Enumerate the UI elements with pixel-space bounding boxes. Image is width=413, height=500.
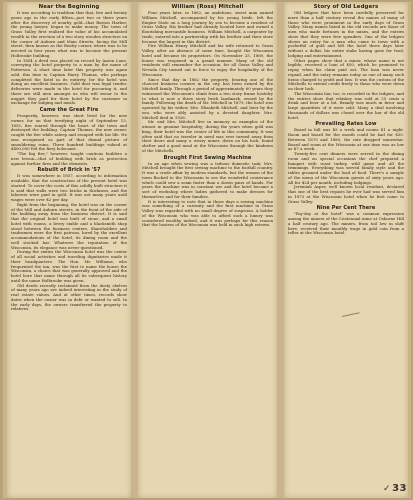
page-number: [383, 483, 407, 494]
article-paragraph: During the sixties the Wisconsin hotel was the center of all social activities and traveling dignitaries made it their headquarters. The Hon. Mr. Williams, who frequented the inn, was the first to name the house the Wisconsin, a choice that was generally approved and the hotel bore that name through all its subsequent history until the name Holbrooke was given.: [11, 249, 127, 283]
scrapbook-page: [3, 2, 411, 498]
page-number-label: 33: [392, 483, 407, 494]
article-paragraph: "Pay-day at the hotel" was a common expression among the miners of the Centennial mine at Osborne Hill a half century ago. The miners, from toil low in shift here, received their monthly wage in gold coin from a teller at the Wisconsin hotel.: [288, 211, 404, 236]
article-paragraph: Other pages show that a miner, whose name is not legible, received a loan of $50, which he promised to repay when his claim paid out. The loan was never repaid, and the entry remains today as one of many such items charged to profit and loss. It was the custom of the Mitchells to extend credit freely to those who were down on their luck.: [288, 57, 404, 91]
article-paragraph: Board in full was $9 a week and rooms $1 a night. Room and board for the month could be had for $35. Between 1870 and 1880, the rate dropped somewhat. Board and room at the Wisconsin at one time was as low as $7 a week.: [288, 127, 404, 152]
article-paragraph: Prosperity, however, was short lived for the new owner, for on that terrifying night of September 13, 1855, fire roared through the heart of the town and destroyed the building. Captain Thomas, the new owner, caught the fire while asleep and escaped with his life. He was recognized as part of that dismal picture of smouldering ruins. Three hundred buildings valued at $400,000 fed the fiery holocaust.: [11, 113, 127, 152]
section-heading: William (Ross) Mitchell: [171, 4, 244, 10]
article-paragraph: Mr. and Mrs. Mitchell live in memory as examples of the utmost in genuine hospitality; during the years when gold was king, their hotel was the center of life in this community. It was often said that no traveler in need was ever turned away from their doors and many a weary miner, down on his luck, found shelter and a good meal at the Wisconsin through the kindness of the Mitchells.: [142, 119, 273, 153]
section-heading: Rebuilt of Brick in '57: [37, 167, 101, 174]
article-paragraph: Since that day in 1862 the property, bearing one of the choicest business corners in the city, has been owned by the Mitchell family. Through a period of approximately 60 years they witnessed the Wisconsin's climb from a two story frame hostelry to what is now a three story brick landmark, owned by the family. Following the death of Mr. Mitchell in 1879, the hotel was operated by his widow, Mrs. Elizabeth Mitchell, and later by the son, who were ably assisted by a devoted daughter. Mrs. Mitchell died in 1926.: [142, 76, 274, 120]
article-paragraph: In 1854 a deed was placed on record by Aaron Lane, conveying the hotel property to a man by the name of Patterson. A short time later this property was again sold, this time to Captain Harry Thomas, who perhaps completed the hotel in its entirety, for the hotel was doing an excellent business. Gold dust was legal tender, deliveries were made in the hotel for procuring it, and there are still men amongst us who will swear to the nugget they paid for their hotel by the customer in exchange for lodging and meals.: [11, 57, 127, 106]
article-paragraph: Twenty-five cent dinners were served in the dining room and on special occasions the chef prepared a banquet with roast turkey, wild game and all the trimmings. Everything was served family style and the tables groaned under the load of food. There's a sample of the menu of the Wisconsin guests of sixty years ago. All for $24 per month, including lodgings.: [288, 151, 404, 185]
clipping-column-2: [138, 2, 277, 498]
section-heading: Story of Old Ledgers: [313, 4, 379, 10]
article-paragraph: Old deeds recently reclaimed from the dusty shelves of many years ago are indeed interesting in the study of real estate values. And at other times, records show dates when the owner was in debt or wanted to sell. In the early days, the owners transferred the property to relatives.: [11, 282, 127, 312]
article-paragraph: Jeremiah Asper, well known local resident, declared that one of the best repasts he ever had was served him in 1873 at the Wisconsin hotel when he first came to Grass Valley.: [288, 184, 404, 204]
article-paragraph: It is interesting to note that in those days a sewing machine was something of a curiosity and the first machine in Grass Valley was regarded with no small degree of suspicion. A holder of the Wisconsin who was able to afford such a luxury was considered wealthy indeed, and it was perhaps for this reason that the hostess of the Wisconsin was held in such high esteem.: [142, 198, 273, 228]
article-paragraph: Four years later, in 1862, an ambitious, sweet man named William Mitchell, accompanied by his young bride, left the Empire State on a long journey by sea to become a resident of Grass Valley. His brother had already located here and owned a flourishing mercantile business. William Mitchell, a carpenter by trade, entered into a partnership with his brother and their store became the largest in this district.: [142, 10, 273, 44]
section-heading: Near the Beginning: [38, 4, 100, 10]
clipping-column-3: [284, 2, 408, 498]
section-heading: Nine Per Cent There: [316, 205, 376, 212]
section-heading: Prevailing Rates Low: [315, 121, 377, 128]
article-paragraph: Right from the beginning, the hotel was on the corner of the Mill and Auburn streets, in the front of the side of the building away from the business district. It is said that the original hotel was built of stone, and a small hotel with rooms, a livery stable and a blacksmith shop stood between the business centers. Shareholders and tradesmen were the first patrons, lured by the excellent accommodations of the hotel, its dining room and the well stocked bar. Whatever the reputation of the Wisconsin, its elegance was never questioned.: [11, 201, 127, 250]
check-mark-icon: ✓: [383, 484, 392, 494]
article-paragraph: It was according to tradition that that, five and twenty years ago in the early fifties—just two or three years after the discovery of nearby gold—that Boston Harbor, the young lawyer, began to make money. The town of Grass Valley first realized the value of his accumulated wealth in the erection of a two story wooden structure on the corner of Auburn and Main Streets, facing the Mill street, then known as the Beatty corner, where was to be erected in four years what was to become the present Holbrooke building.: [11, 10, 127, 58]
article-paragraph: Old ledgers that have been carefully preserved for more than a half century reveal the names of many of those who were prominent in the early days of Grass Valley. Many names listed in the old records are those of men who made fortunes in the mines, and the entries show that they were free spenders. One of the ledgers shows an entry for a man who came to town with a pocketful of gold and left the hotel three days later without a dollar, his entire stake having gone for food, lodging and entertainment.: [288, 10, 404, 58]
section-heading: Came the Great Fire: [39, 107, 99, 113]
section-heading: Brought First Sewing Machine: [163, 154, 252, 161]
clipping-column-1: [7, 2, 131, 498]
article-paragraph: It was somewhere in 1857, according to information available, that the construction of the present hotel was started. To cover the costs of this solidly built structure it is said that walls were two bricks in thickness, and the laborers were paid in gold. It was not many years until wages were over $2 per day.: [11, 173, 127, 202]
article-paragraph: The Wisconsin bar, too, is recorded in the ledgers, and the entries show that whiskey was sold at 25 cents a drink and beer at a bit. Brandy was much in favor and large quantities of it were sold. Many a deal involving thousands of dollars was closed over the bar of the old hotel.: [288, 90, 404, 120]
article-paragraph: In an age when sewing was a tedious domestic task, Mrs. Mitchell brought the first sewing machine to the foothill country. It was a crude affair by modern standards, but the women of the town flocked to the Wisconsin to see the wonderful contrivance which could sew a seam faster than a dozen pairs of hands. For years the machine was in constant use and the hotel became a sort of workshop where ladies gathered to make dresses for themselves and for their families.: [142, 160, 273, 199]
article-paragraph: Fire William Henry Mitchell and his wife returned to Grass Valley, after an absence of some time, bought the Wisconsin hotel and became its proprietors. On November 25, 1869, the house was reopened in a grand manner. Many of the old residents still remember the occasion, for all Grass Valley and Nevada City turned out in force to enjoy the hospitality of the Wisconsin.: [142, 43, 273, 77]
article-paragraph: "The big fire," however, taught cautious builders a new lesson—that of building with brick as protection against further fires and the elements.: [11, 151, 127, 166]
